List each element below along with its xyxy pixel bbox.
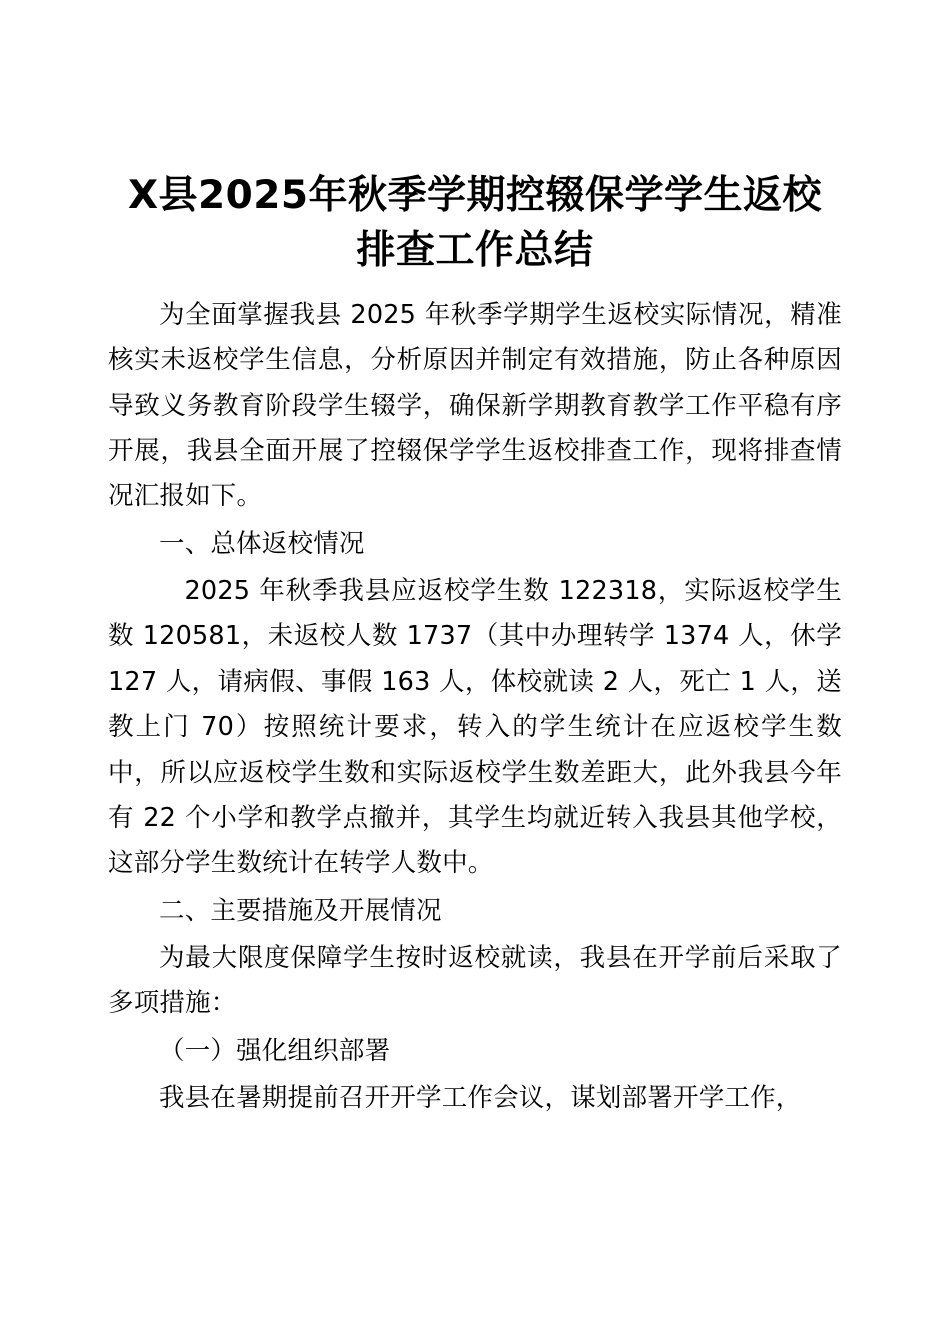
paragraph-intro: 为全面掌握我县 2025 年秋季学期学生返校实际情况，精准核实未返校学生信息，分析原因并制定有效措施，防止各种原因导致义务教育阶段学生辍学，确保新学期教育教学工作平稳有序开展，我县全面开展了控辍保学学生返校排查工作，现将排查情况汇报如下。	[108, 299, 842, 512]
section-body-1: 2025 年秋季我县应返校学生数 122318，实际返校学生数 120581，未返校人数 1737（其中办理转学 1374 人，休学 127 人，请病假、事假 163 人，体校就读 2 人，死亡 1 人，送教上门 70）按照统计要求，转入的学生统计在应返校学生数中，所以应返校学生数和实际返校学生数差距大，此外我县今年有 22 个小学和教学点撤并，其学生均就近转入我县其他学校，这部分学生数统计在转学人数中。	[108, 576, 842, 879]
section-heading-2: 二、主要措施及开展情况	[159, 895, 442, 926]
section-heading-1: 一、总体返校情况	[159, 528, 365, 559]
subsection-heading-1: （一）强化组织部署	[159, 1035, 391, 1066]
subsection-body-1: 我县在暑期提前召开开学工作会议，谋划部署开学工作，	[159, 1083, 802, 1114]
section-body-2: 为最大限度保障学生按时返校就读，我县在开学前后采取了多项措施：	[108, 943, 842, 1019]
document-title: X县2025年秋季学期控辍保学学生返校排查工作总结	[127, 173, 823, 274]
